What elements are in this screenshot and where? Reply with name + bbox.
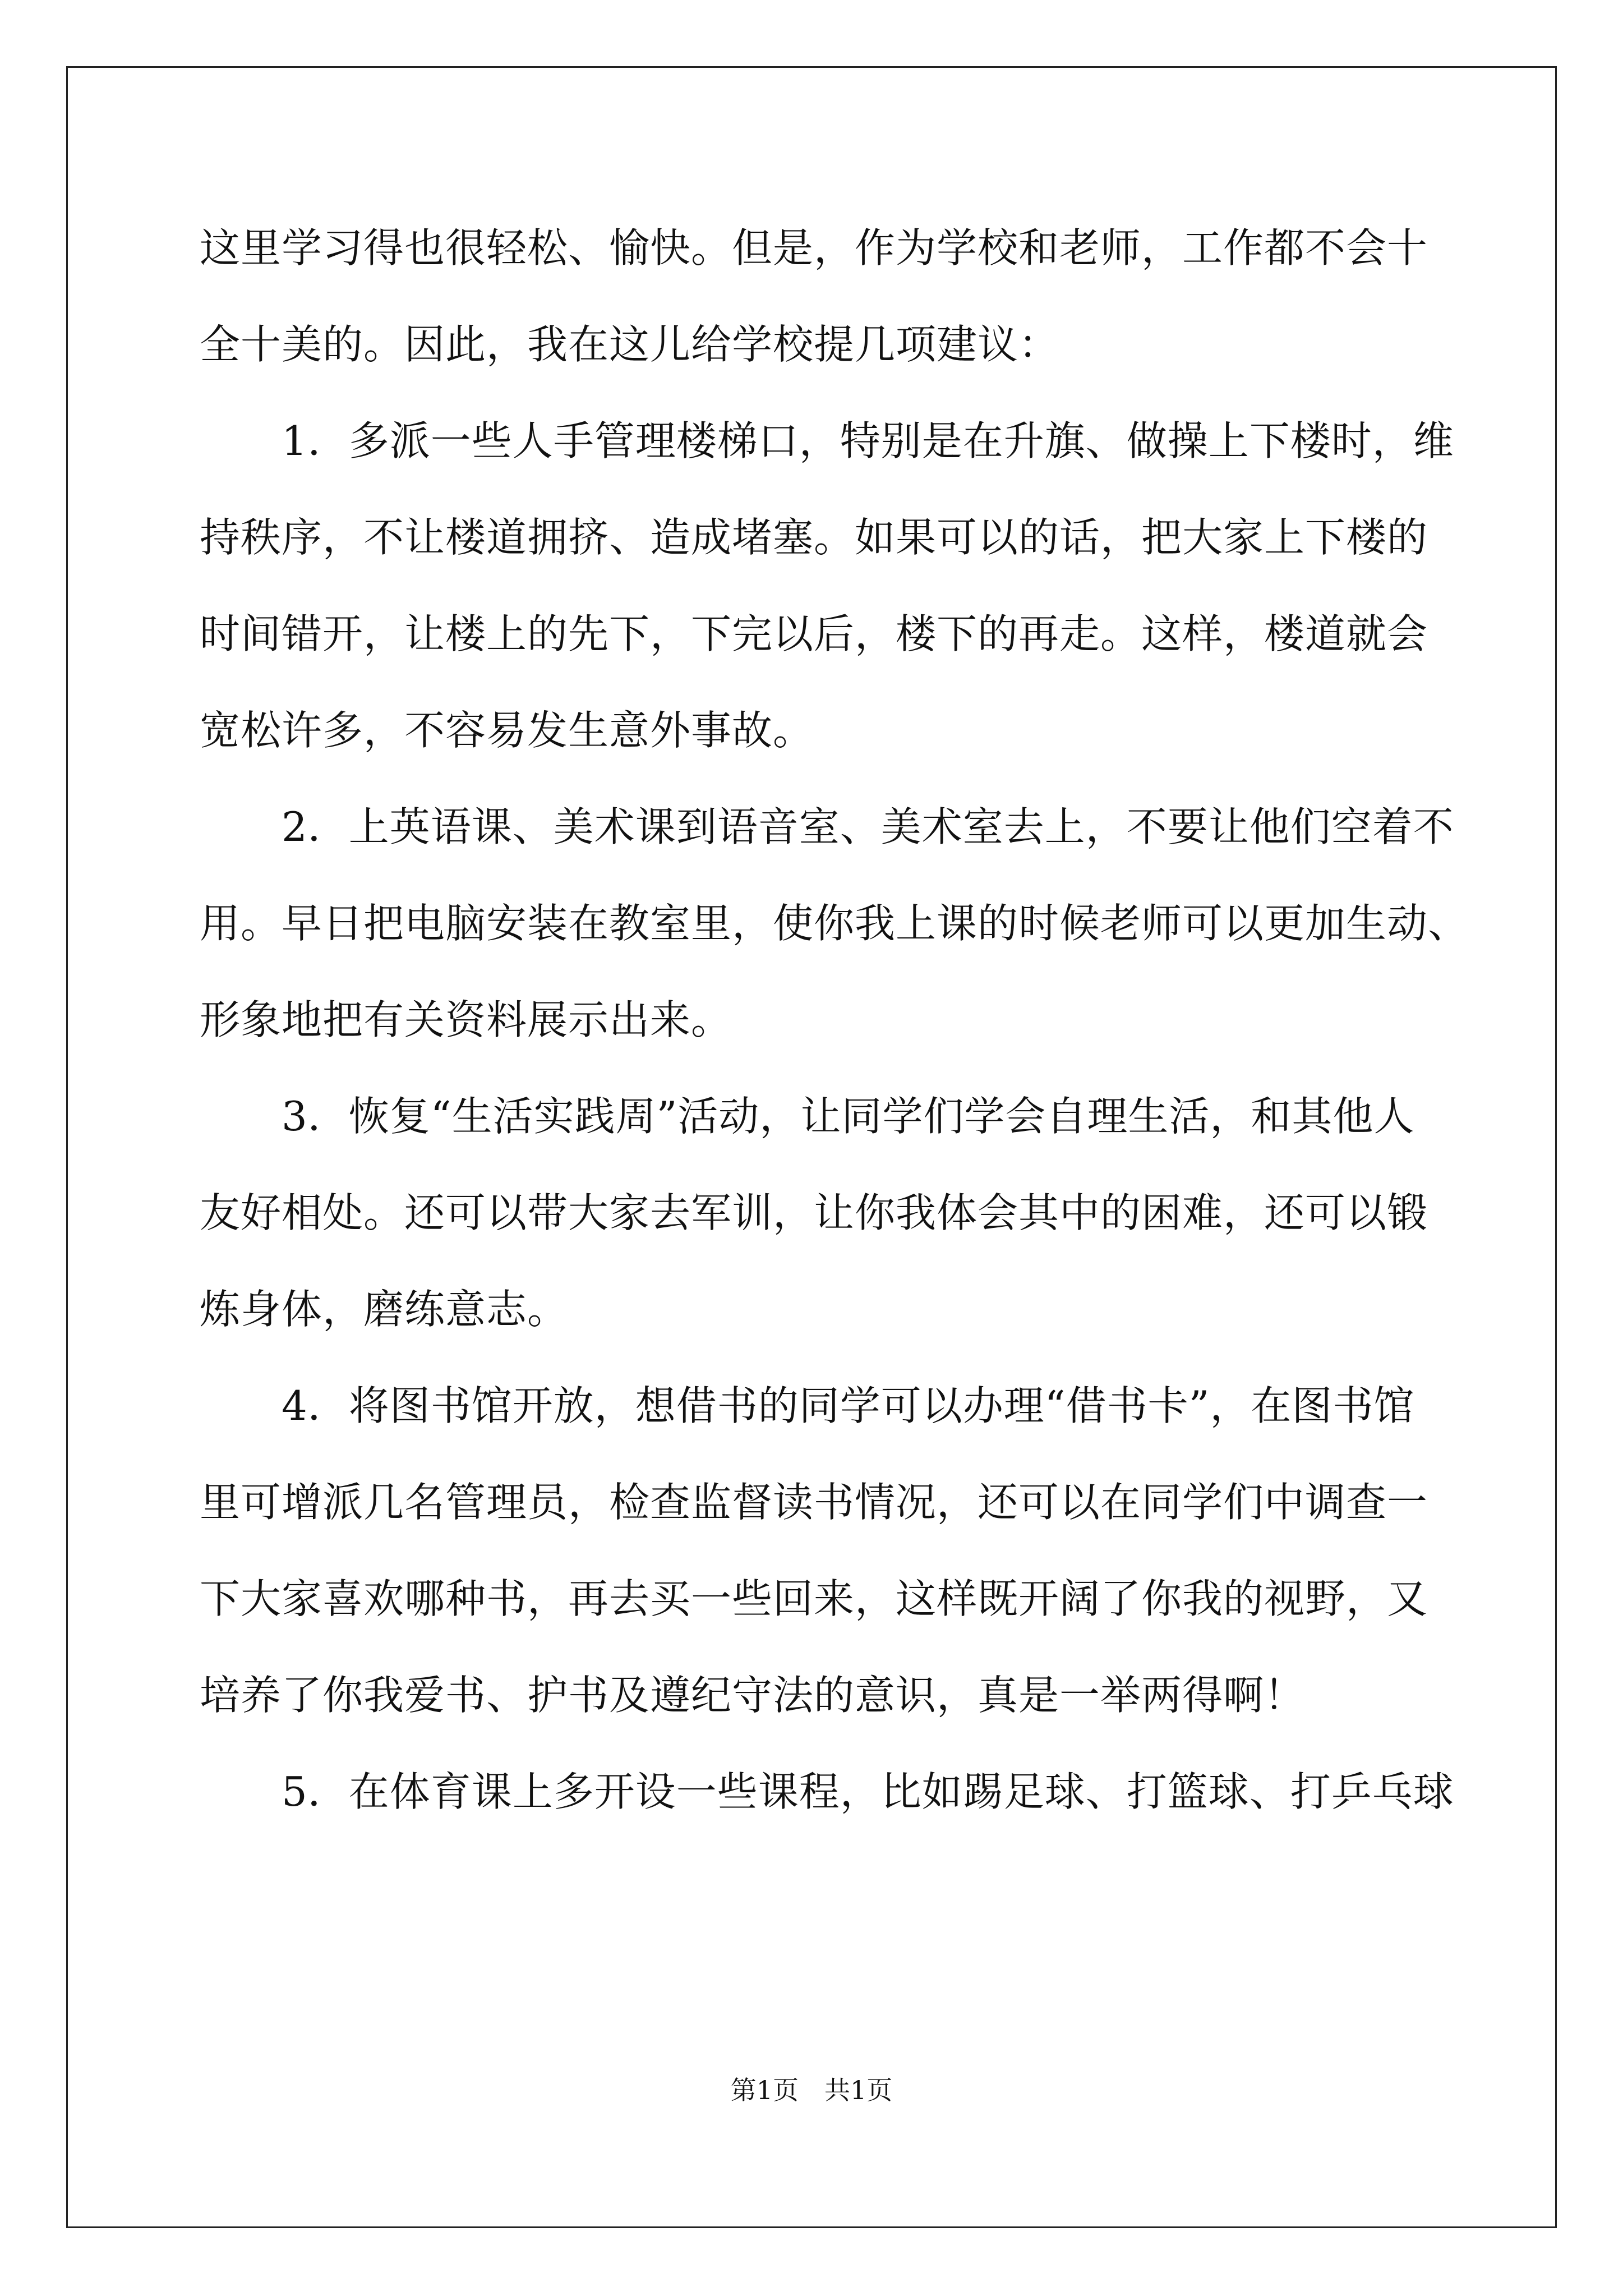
text-line: 形象地把有关资料展示出来。 [200, 996, 732, 1043]
text-line: 培养了你我爱书、护书及遵纪守法的意识，真是一举两得啊！ [200, 1672, 1306, 1719]
text-line: 下大家喜欢哪种书，再去买一些回来，这样既开阔了你我的视野，又 [200, 1575, 1428, 1622]
text-line: 友好相处。还可以带大家去军训，让你我体会其中的困难，还可以锻 [200, 1189, 1428, 1236]
text-line: 时间错开，让楼上的先下，下完以后，楼下的再走。这样，楼道就会 [200, 610, 1428, 657]
text-line: 1．多派一些人手管理楼梯口，特别是在升旗、做操上下楼时，维 [200, 417, 1454, 464]
document-body [200, 200, 1469, 1840]
text-line: 持秩序，不让楼道拥挤、造成堵塞。如果可以的话，把大家上下楼的 [200, 514, 1428, 561]
text-line: 宽松许多，不容易发生意外事故。 [200, 707, 814, 754]
text-line: 用。早日把电脑安装在教室里，使你我上课的时候老师可以更加生动、 [200, 900, 1469, 947]
page-number-footer: 第1页 共1页 [730, 2075, 893, 2105]
text-line: 全十美的。因此，我在这儿给学校提几项建议： [200, 321, 1060, 368]
text-line: 3．恢复“生活实践周”活动，让同学们学会自理生活，和其他人 [200, 1093, 1415, 1140]
text-line: 炼身体，磨练意志。 [200, 1286, 569, 1333]
text-line: 这里学习得也很轻松、愉快。但是，作为学校和老师，工作都不会十 [200, 224, 1428, 272]
text-line: 2．上英语课、美术课到语音室、美术室去上，不要让他们空着不 [200, 803, 1454, 850]
text-line: 里可增派几名管理员，检查监督读书情况，还可以在同学们中调查一 [200, 1479, 1428, 1526]
text-line: 4．将图书馆开放，想借书的同学可以办理“借书卡”，在图书馆 [200, 1382, 1415, 1429]
text-line: 5．在体育课上多开设一些课程，比如踢足球、打篮球、打乒乓球 [200, 1768, 1454, 1815]
